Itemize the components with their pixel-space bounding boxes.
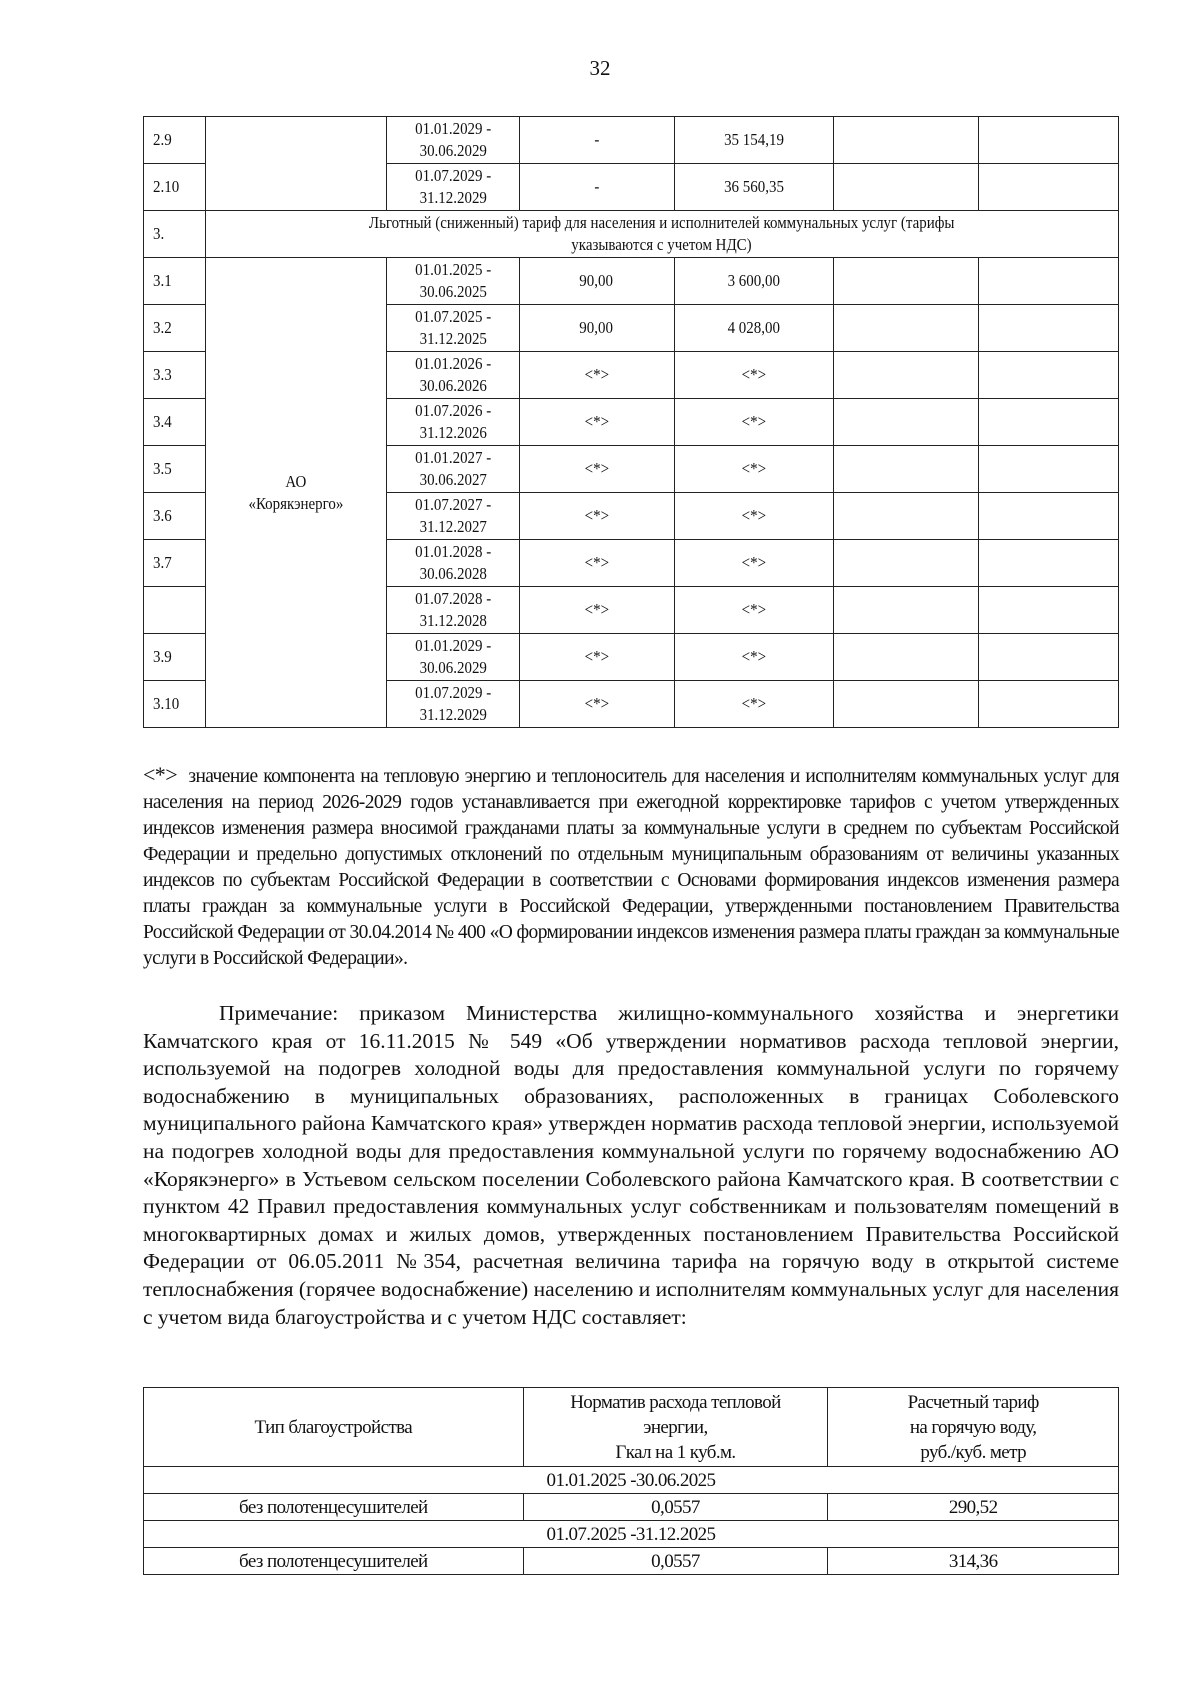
value-cell: -	[519, 117, 674, 164]
value-cell: <*>	[519, 587, 674, 634]
empty-cell	[979, 164, 1119, 211]
period-cell: 01.07.2029 - 31.12.2029	[386, 681, 519, 728]
period-cell: 01.07.2028 - 31.12.2028	[386, 587, 519, 634]
value-cell: <*>	[519, 681, 674, 728]
header-type: Тип благоустройства	[144, 1388, 524, 1467]
period-cell: 01.01.2027 - 30.06.2027	[386, 446, 519, 493]
table-row	[144, 1548, 1119, 1575]
period-cell: 01.01.2029 - 30.06.2029	[386, 634, 519, 681]
value-cell: <*>	[674, 352, 834, 399]
org-name-cell: АО «Корякэнерго»	[205, 258, 386, 728]
value-cell: 35 154,19	[674, 117, 834, 164]
value-cell: <*>	[519, 634, 674, 681]
norm-cell: 0,0557	[523, 1548, 828, 1575]
header-norm: Норматив расхода тепловой энергии, Гкал на 1 куб.м.	[523, 1388, 828, 1467]
period-row	[144, 1521, 1119, 1548]
value-cell: -	[519, 164, 674, 211]
empty-cell	[979, 493, 1119, 540]
value-cell: 90,00	[519, 258, 674, 305]
period-cell: 01.07.2025 - 31.12.2025	[386, 305, 519, 352]
value-cell: <*>	[674, 493, 834, 540]
row-number	[144, 587, 206, 634]
row-number: 3.4	[144, 399, 206, 446]
empty-cell	[834, 258, 979, 305]
period-row	[144, 1467, 1119, 1494]
empty-cell	[979, 540, 1119, 587]
empty-cell	[834, 681, 979, 728]
empty-cell	[834, 117, 979, 164]
tariff-cell: 314,36	[828, 1548, 1119, 1575]
empty-cell	[834, 399, 979, 446]
row-number: 3.5	[144, 446, 206, 493]
norm-table	[143, 1387, 1119, 1575]
period-cell: 01.07.2026 - 31.12.2026	[386, 399, 519, 446]
empty-cell	[979, 587, 1119, 634]
value-cell: <*>	[674, 634, 834, 681]
note-paragraph	[143, 1000, 1119, 1331]
norm-cell: 0,0557	[523, 1494, 828, 1521]
section-number: 3.	[144, 211, 206, 258]
period-cell: 01.01.2028 - 30.06.2028	[386, 540, 519, 587]
org-cell-empty	[205, 117, 386, 211]
value-cell: <*>	[519, 446, 674, 493]
empty-cell	[979, 446, 1119, 493]
empty-cell	[834, 587, 979, 634]
empty-cell	[979, 681, 1119, 728]
row-number: 3.3	[144, 352, 206, 399]
empty-cell	[979, 117, 1119, 164]
table-row	[144, 1494, 1119, 1521]
tariff-cell: 290,52	[828, 1494, 1119, 1521]
empty-cell	[834, 446, 979, 493]
empty-cell	[834, 305, 979, 352]
period-label: 01.01.2025 -30.06.2025	[144, 1467, 1119, 1494]
empty-cell	[979, 399, 1119, 446]
row-number: 3.1	[144, 258, 206, 305]
empty-cell	[979, 634, 1119, 681]
type-cell: без полотенцесушителей	[144, 1548, 524, 1575]
period-cell: 01.07.2029 - 31.12.2029	[386, 164, 519, 211]
empty-cell	[834, 540, 979, 587]
type-cell: без полотенцесушителей	[144, 1494, 524, 1521]
table-row	[144, 258, 1119, 305]
footnote	[143, 762, 1119, 972]
value-cell: <*>	[519, 352, 674, 399]
empty-cell	[834, 493, 979, 540]
section-header-row	[144, 211, 1119, 258]
value-cell: <*>	[674, 399, 834, 446]
value-cell: 4 028,00	[674, 305, 834, 352]
row-number: 3.6	[144, 493, 206, 540]
empty-cell	[834, 352, 979, 399]
empty-cell	[834, 634, 979, 681]
value-cell: 36 560,35	[674, 164, 834, 211]
period-cell: 01.01.2026 - 30.06.2026	[386, 352, 519, 399]
value-cell: <*>	[519, 399, 674, 446]
value-cell: <*>	[674, 540, 834, 587]
period-label: 01.07.2025 -31.12.2025	[144, 1521, 1119, 1548]
value-cell: <*>	[674, 681, 834, 728]
empty-cell	[979, 305, 1119, 352]
value-cell: <*>	[674, 587, 834, 634]
value-cell: 90,00	[519, 305, 674, 352]
note-text: Примечание: приказом Министерства жилищно-коммунального хозяйства и энергетики Камчатского края от 16.11.2015 № 549 «Об утверждении нормативов расхода тепловой энергии, используемой на подогрев холодной воды для предоставления коммунальной услуги по горячему водоснабжению в муниципальных образованиях, расположенных в границах Соболевского муниципального района Камчатского края» утвержден норматив расхода тепловой энергии, используемой на подогрев холодной воды для предоставления коммунальной услуги по горячему водоснабжению АО «Корякэнерго» в Устьевом сельском поселении Соболевского района Камчатского края. В соответствии с пунктом 42 Правил предоставления коммунальных услуг собственникам и пользователям помещений в многоквартирных домах и жилых домов, утвержденных постановлением Правительства Российской Федерации от 06.05.2011 №354, расчетная величина тарифа на горячую воду в открытой системе теплоснабжения (горячее водоснабжение) населению и исполнителям коммунальных услуг для населения с учетом вида благоустройства и с учетом НДС составляет:	[143, 1001, 1119, 1329]
value-cell: <*>	[674, 446, 834, 493]
table-row	[144, 117, 1119, 164]
empty-cell	[834, 164, 979, 211]
empty-cell	[979, 352, 1119, 399]
row-number: 3.2	[144, 305, 206, 352]
value-cell: <*>	[519, 540, 674, 587]
empty-cell	[979, 258, 1119, 305]
page-number: 32	[589, 56, 611, 80]
row-number: 2.10	[144, 164, 206, 211]
header-row	[144, 1388, 1119, 1467]
period-cell: 01.01.2025 - 30.06.2025	[386, 258, 519, 305]
period-cell: 01.01.2029 - 30.06.2029	[386, 117, 519, 164]
footnote-text: значение компонента на тепловую энергию и теплоноситель для населения и исполнителям коммунальных услуг для населения на период 2026-2029 годов устанавливается при ежегодной корректировке тарифов с учетом утвержденных индексов изменения размера вносимой гражданами платы за коммунальные услуги в среднем по субъектам Российской Федерации и предельно допустимых отклонений по отдельным муниципальным образованиям от величины указанных индексов по субъектам Российской Федерации в соответствии с Основами формирования индексов изменения размера платы граждан за коммунальные услуги в Российской Федерации, утвержденными постановлением Правительства Российской Федерации от 30.04.2014 № 400 «О формировании индексов изменения размера платы граждан за коммунальные услуги в Российской Федерации».	[143, 766, 1119, 969]
value-cell: <*>	[519, 493, 674, 540]
footnote-marker: <*>	[143, 762, 178, 787]
row-number: 3.9	[144, 634, 206, 681]
value-cell: 3 600,00	[674, 258, 834, 305]
period-cell: 01.07.2027 - 31.12.2027	[386, 493, 519, 540]
row-number: 3.7	[144, 540, 206, 587]
row-number: 3.10	[144, 681, 206, 728]
row-number: 2.9	[144, 117, 206, 164]
section-title: Льготный (сниженный) тариф для населения и исполнителей коммунальных услуг (тарифы указываются с учетом НДС)	[205, 211, 1118, 258]
tariff-table	[143, 116, 1119, 728]
header-tariff: Расчетный тариф на горячую воду, руб./куб. метр	[828, 1388, 1119, 1467]
